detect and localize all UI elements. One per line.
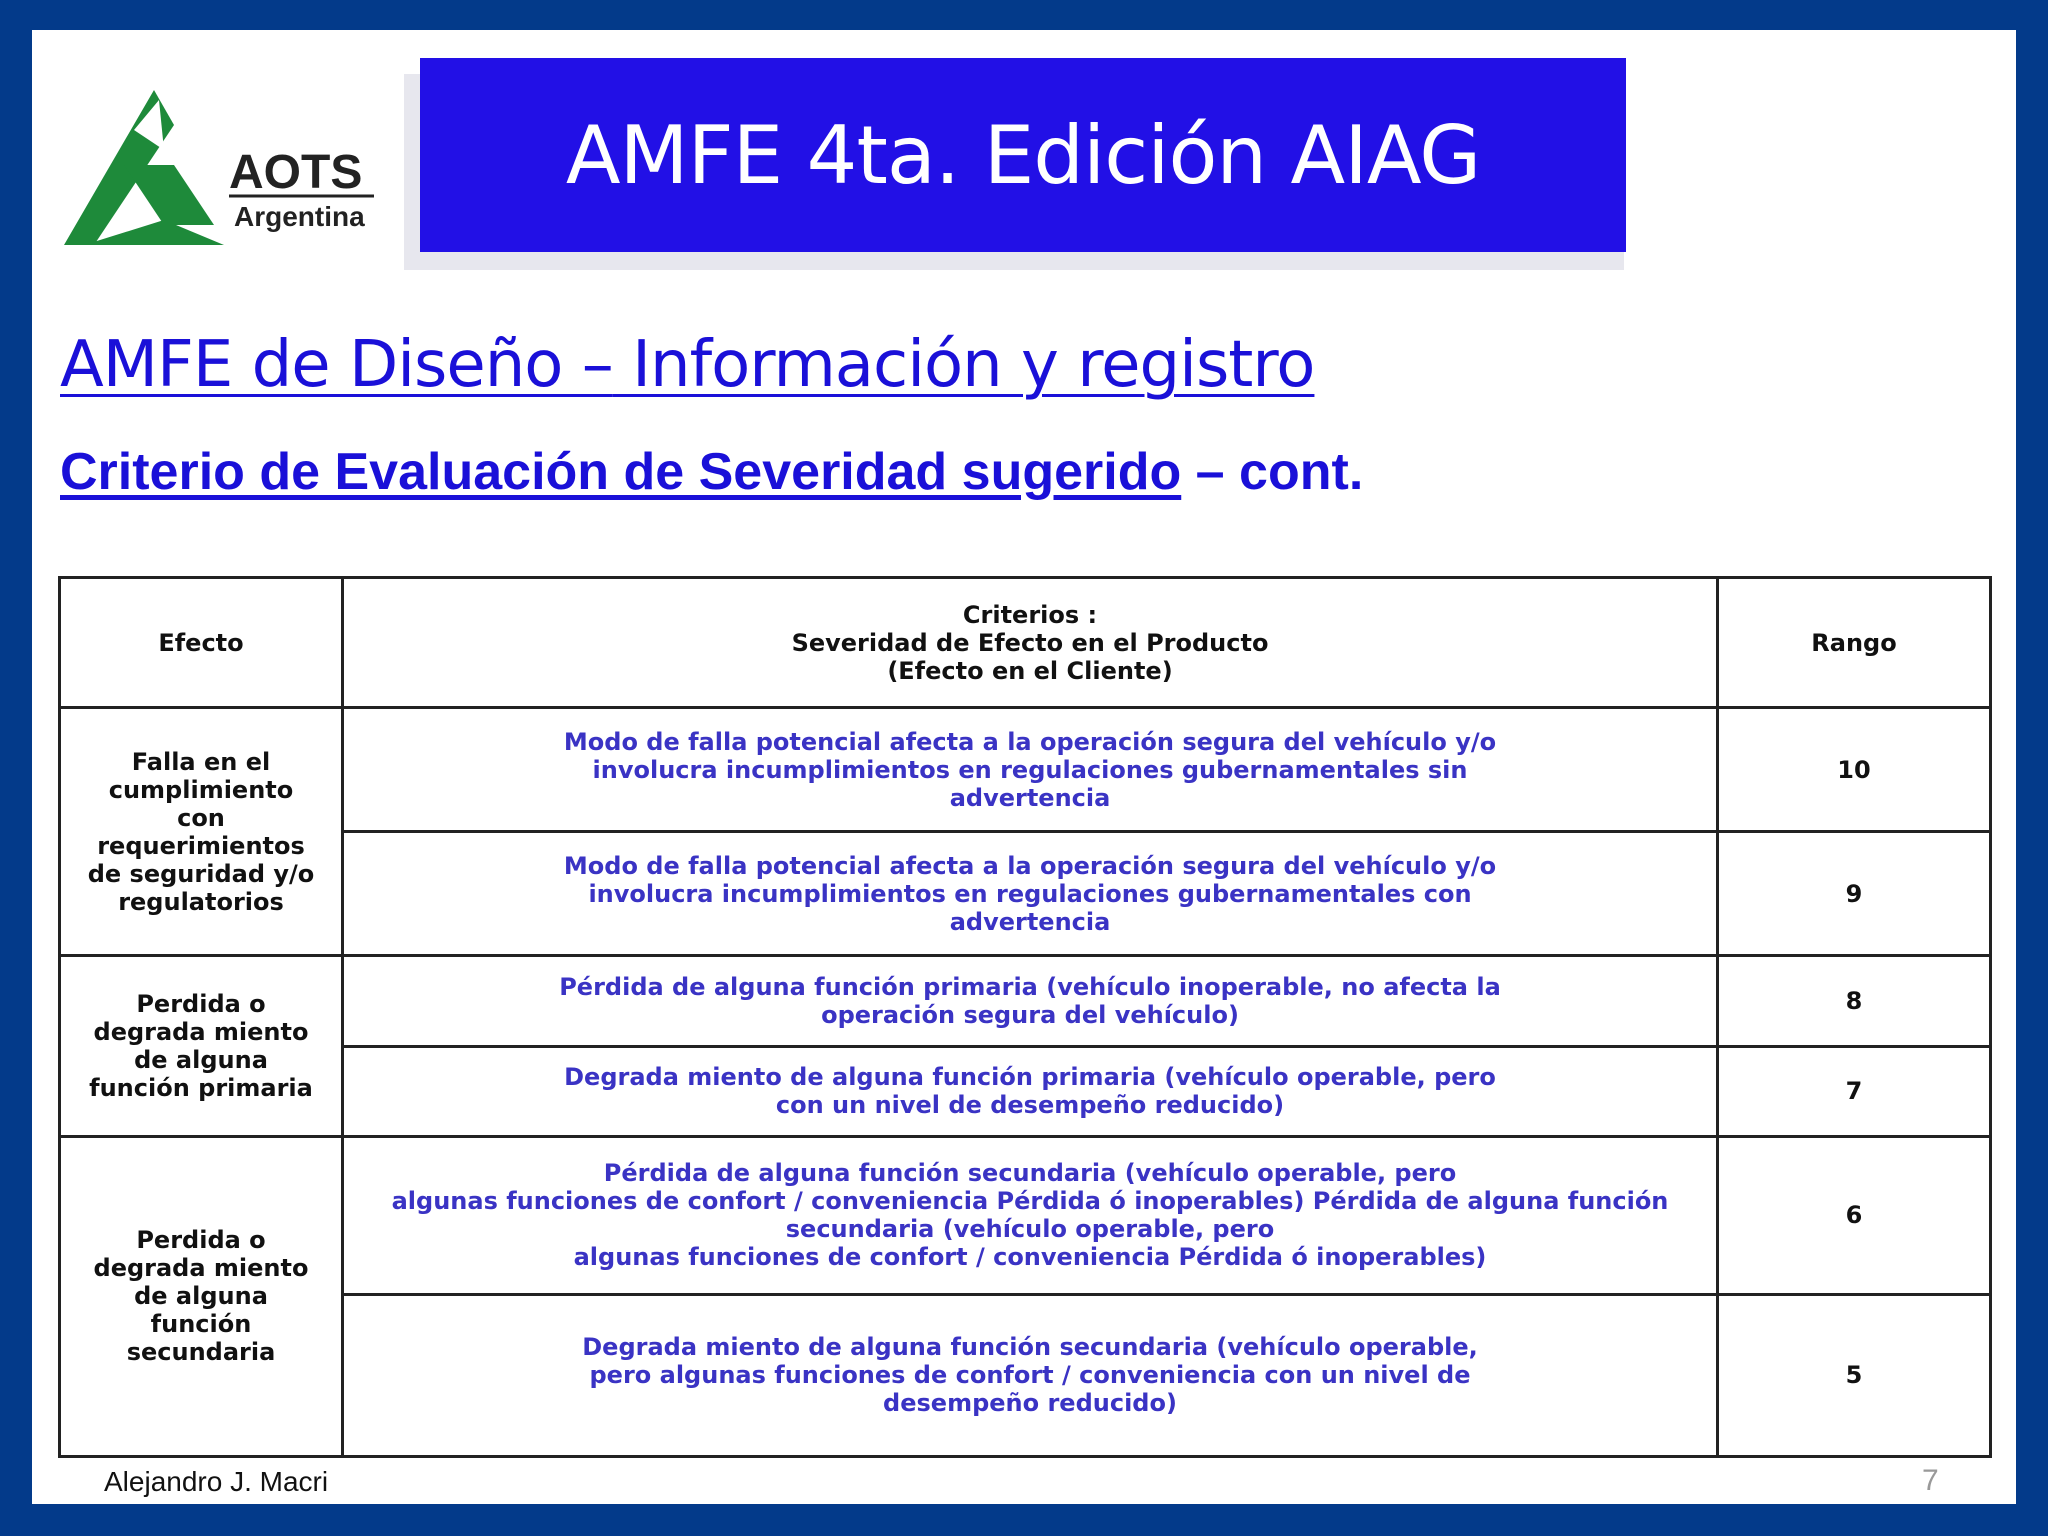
table-row: [60, 832, 1991, 956]
criteria-line: pero algunas funciones de confort / conveniencia con un nivel de: [589, 1361, 1471, 1390]
footer-author: Alejandro J. Macri: [104, 1466, 329, 1497]
effect-line: secundaria: [126, 1338, 276, 1367]
effect-line: Perdida o: [136, 1226, 266, 1255]
criteria-cell: [343, 1294, 1718, 1456]
logo-brand-text: AOTS: [229, 146, 363, 199]
criteria-line: involucra incumplimientos en regulaciones gubernamentales sin: [592, 755, 1468, 784]
table-row: [60, 1294, 1991, 1456]
criteria-line: Degrada miento de alguna función secundaria (vehículo operable,: [582, 1333, 1478, 1362]
criteria-line: desempeño reducido): [883, 1389, 1177, 1418]
effect-line: regulatorios: [118, 887, 284, 916]
title-banner: [420, 58, 1626, 252]
criteria-line: algunas funciones de confort / conveniencia Pérdida ó inoperables) Pérdida de alguna función: [391, 1187, 1669, 1216]
criteria-line: algunas funciones de confort / conveniencia Pérdida ó inoperables): [573, 1243, 1487, 1272]
sub-heading-underlined: Criterio de Evaluación de Severidad sugerido: [60, 443, 1182, 501]
criteria-line: involucra incumplimientos en regulaciones gubernamentales con: [588, 879, 1472, 908]
criteria-cell: [343, 956, 1718, 1046]
table-row: [60, 1046, 1991, 1136]
effect-line: con: [177, 803, 225, 832]
severity-criteria-table: [58, 576, 1992, 1458]
table-row: [60, 956, 1991, 1046]
rank-cell: 8: [1718, 956, 1991, 1046]
rank-cell: 10: [1718, 708, 1991, 832]
section-heading: [60, 328, 1314, 402]
criteria-line: secundaria (vehículo operable, pero: [785, 1215, 1275, 1244]
table-row: [60, 708, 1991, 832]
criteria-cell: [343, 1136, 1718, 1294]
effect-line: Falla en el: [131, 747, 271, 776]
effect-line: función primaria: [89, 1074, 313, 1103]
effect-line: cumplimiento: [108, 775, 294, 804]
rank-cell: 7: [1718, 1046, 1991, 1136]
table-row: [60, 1136, 1991, 1294]
logo-sub-text: Argentina: [234, 201, 365, 232]
effect-line: degrada miento: [93, 1018, 309, 1047]
header-criteria-line: (Efecto en el Cliente): [887, 656, 1173, 685]
criteria-line: con un nivel de desempeño reducido): [775, 1091, 1285, 1120]
criteria-cell: [343, 832, 1718, 956]
effect-line: función: [150, 1310, 252, 1339]
page-number: 7: [1922, 1464, 1939, 1497]
heading-part-1: AMFE de Diseño –: [60, 328, 613, 402]
rank-cell: 6: [1718, 1136, 1991, 1294]
sub-heading-rest: – cont.: [1181, 443, 1364, 501]
slide-title: AMFE 4ta. Edición AIAG: [565, 108, 1481, 202]
effect-line: de alguna: [134, 1046, 268, 1075]
criteria-line: advertencia: [949, 907, 1111, 936]
effect-line: de seguridad y/o: [87, 859, 315, 888]
criteria-line: Pérdida de alguna función secundaria (vehículo operable, pero: [603, 1159, 1457, 1188]
effect-line: degrada miento: [93, 1254, 309, 1283]
criteria-line: Modo de falla potencial afecta a la operación segura del vehículo y/o: [563, 851, 1497, 880]
criteria-line: operación segura del vehículo): [821, 1000, 1239, 1029]
header-criteria-line: Severidad de Efecto en el Producto: [791, 628, 1269, 657]
effect-line: Perdida o: [136, 990, 266, 1019]
rank-cell: 9: [1718, 832, 1991, 956]
effect-cell: [60, 708, 343, 956]
rank-cell: 5: [1718, 1294, 1991, 1456]
header-effect: Efecto: [60, 578, 343, 708]
criteria-line: advertencia: [949, 783, 1111, 812]
criteria-line: Modo de falla potencial afecta a la operación segura del vehículo y/o: [563, 727, 1497, 756]
sub-heading: [60, 442, 1363, 502]
header-criteria: [343, 578, 1718, 708]
heading-part-2: Información y registro: [612, 328, 1315, 402]
table-header-row: [60, 578, 1991, 708]
header-rank: Rango: [1718, 578, 1991, 708]
criteria-line: Pérdida de alguna función primaria (vehículo inoperable, no afecta la: [559, 972, 1501, 1001]
criteria-cell: [343, 708, 1718, 832]
header-criteria-line: Criterios :: [962, 600, 1098, 629]
effect-line: requerimientos: [97, 831, 305, 860]
criteria-cell: [343, 1046, 1718, 1136]
effect-cell: [60, 956, 343, 1136]
effect-cell: [60, 1136, 343, 1456]
effect-line: de alguna: [134, 1282, 268, 1311]
aots-logo-icon: [64, 90, 384, 260]
criteria-line: Degrada miento de alguna función primaria (vehículo operable, pero: [564, 1063, 1496, 1092]
